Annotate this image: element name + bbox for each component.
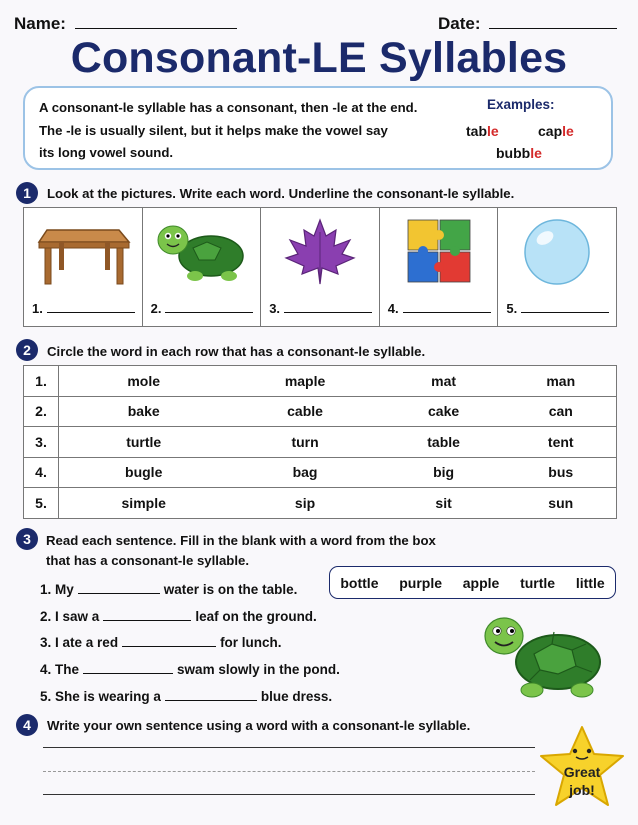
picture-cell xyxy=(261,208,380,326)
fill-blank[interactable] xyxy=(103,608,191,621)
word-box-item: bottle xyxy=(340,574,379,591)
section-3-instruction: Read each sentence. Fill in the blank with a word from the box that has a consonant-le syllable. xyxy=(46,533,436,568)
sentence-5: 5. She is wearing a blue dress. xyxy=(40,689,333,704)
word-box-item: turtle xyxy=(520,574,556,591)
date-label: Date: xyxy=(438,14,481,33)
turtle-icon xyxy=(482,610,606,702)
writing-midline xyxy=(43,771,535,772)
table-row: 2. bake cable cake can xyxy=(24,396,617,427)
turtle-icon xyxy=(155,216,247,286)
word-cell[interactable]: big xyxy=(382,457,506,488)
sentence-1: 1. My water is on the table. xyxy=(40,582,298,597)
page-title: Consonant-LE Syllables xyxy=(70,34,568,82)
date-field[interactable] xyxy=(438,14,617,34)
answer-line[interactable] xyxy=(521,312,609,313)
word-cell[interactable]: tent xyxy=(506,427,617,458)
word-cell[interactable]: can xyxy=(506,396,617,427)
answer-line[interactable] xyxy=(284,312,372,313)
table-row: 1. mole maple mat man xyxy=(24,366,617,397)
sentence-4: 4. The swam slowly in the pond. xyxy=(40,662,340,677)
picture-cell xyxy=(380,208,499,326)
picture-cell xyxy=(498,208,616,326)
picture-label-1: 1. xyxy=(32,301,135,316)
word-cell[interactable]: mat xyxy=(382,366,506,397)
writing-line[interactable] xyxy=(43,747,535,748)
section-1-instruction: Look at the pictures. Write each word. Underline the consonant-le syllable. xyxy=(47,186,515,201)
examples-title: Examples: xyxy=(487,97,555,112)
word-cell[interactable]: simple xyxy=(59,488,229,519)
writing-line[interactable] xyxy=(43,794,535,795)
word-table xyxy=(23,365,617,519)
table-icon xyxy=(35,216,131,286)
picture-row xyxy=(23,207,617,327)
word-cell[interactable]: turn xyxy=(228,427,381,458)
word-cell[interactable]: turtle xyxy=(59,427,229,458)
sentence-3: 3. I ate a red for lunch. xyxy=(40,635,282,650)
section-2-number: 2 xyxy=(16,339,38,361)
answer-line[interactable] xyxy=(403,312,491,313)
picture-cell xyxy=(24,208,143,326)
fill-blank[interactable] xyxy=(165,688,257,701)
word-cell[interactable]: cable xyxy=(228,396,381,427)
word-box-item: apple xyxy=(462,574,500,591)
fill-blank[interactable] xyxy=(83,661,173,674)
picture-label-4: 4. xyxy=(388,301,491,316)
example-word: caple xyxy=(538,123,574,139)
example-word: table xyxy=(466,123,499,139)
bubble-icon xyxy=(521,216,593,288)
puzzle-icon xyxy=(404,216,474,286)
section-4-instruction: Write your own sentence using a word with a consonant-le syllable. xyxy=(47,718,471,733)
word-cell[interactable]: bus xyxy=(506,457,617,488)
intro-text: A consonant-le syllable has a consonant, then -le at the end. The -le is usually silent, but it helps make the vowel say its long vowel sound. xyxy=(39,100,418,160)
sentence-2: 2. I saw a leaf on the ground. xyxy=(40,609,317,624)
word-box-item: purple xyxy=(399,574,443,591)
table-row: 5. simple sip sit sun xyxy=(24,488,617,519)
section-2-instruction: Circle the word in each row that has a consonant-le syllable. xyxy=(47,344,426,359)
star-text: Great job! xyxy=(563,764,601,798)
word-cell[interactable]: bag xyxy=(228,457,381,488)
word-cell[interactable]: sit xyxy=(382,488,506,519)
section-1-number: 1 xyxy=(16,182,38,204)
word-cell[interactable]: mole xyxy=(59,366,229,397)
name-label: Name: xyxy=(14,14,66,33)
name-line[interactable] xyxy=(75,28,237,29)
example-word: bubble xyxy=(496,145,542,161)
answer-line[interactable] xyxy=(165,312,253,313)
maple-leaf-icon xyxy=(280,216,360,288)
fill-blank[interactable] xyxy=(122,634,216,647)
picture-label-5: 5. xyxy=(506,301,609,316)
great-job-star xyxy=(538,724,626,812)
word-box-item: little xyxy=(575,574,605,591)
picture-cell xyxy=(143,208,262,326)
section-4-number: 4 xyxy=(16,714,38,736)
word-cell[interactable]: man xyxy=(506,366,617,397)
name-field[interactable] xyxy=(14,14,237,34)
picture-label-3: 3. xyxy=(269,301,372,316)
fill-blank[interactable] xyxy=(78,581,160,594)
date-line[interactable] xyxy=(489,28,617,29)
word-cell[interactable]: sip xyxy=(228,488,381,519)
word-cell[interactable]: bake xyxy=(59,396,229,427)
intro-box xyxy=(23,86,613,170)
table-row: 4. bugle bag big bus xyxy=(24,457,617,488)
word-box xyxy=(329,566,616,599)
section-3-number: 3 xyxy=(16,528,38,550)
word-cell[interactable]: table xyxy=(382,427,506,458)
word-cell[interactable]: maple xyxy=(228,366,381,397)
word-cell[interactable]: cake xyxy=(382,396,506,427)
answer-line[interactable] xyxy=(47,312,135,313)
word-cell[interactable]: bugle xyxy=(59,457,229,488)
word-cell[interactable]: sun xyxy=(506,488,617,519)
picture-label-2: 2. xyxy=(151,301,254,316)
table-row: 3. turtle turn table tent xyxy=(24,427,617,458)
